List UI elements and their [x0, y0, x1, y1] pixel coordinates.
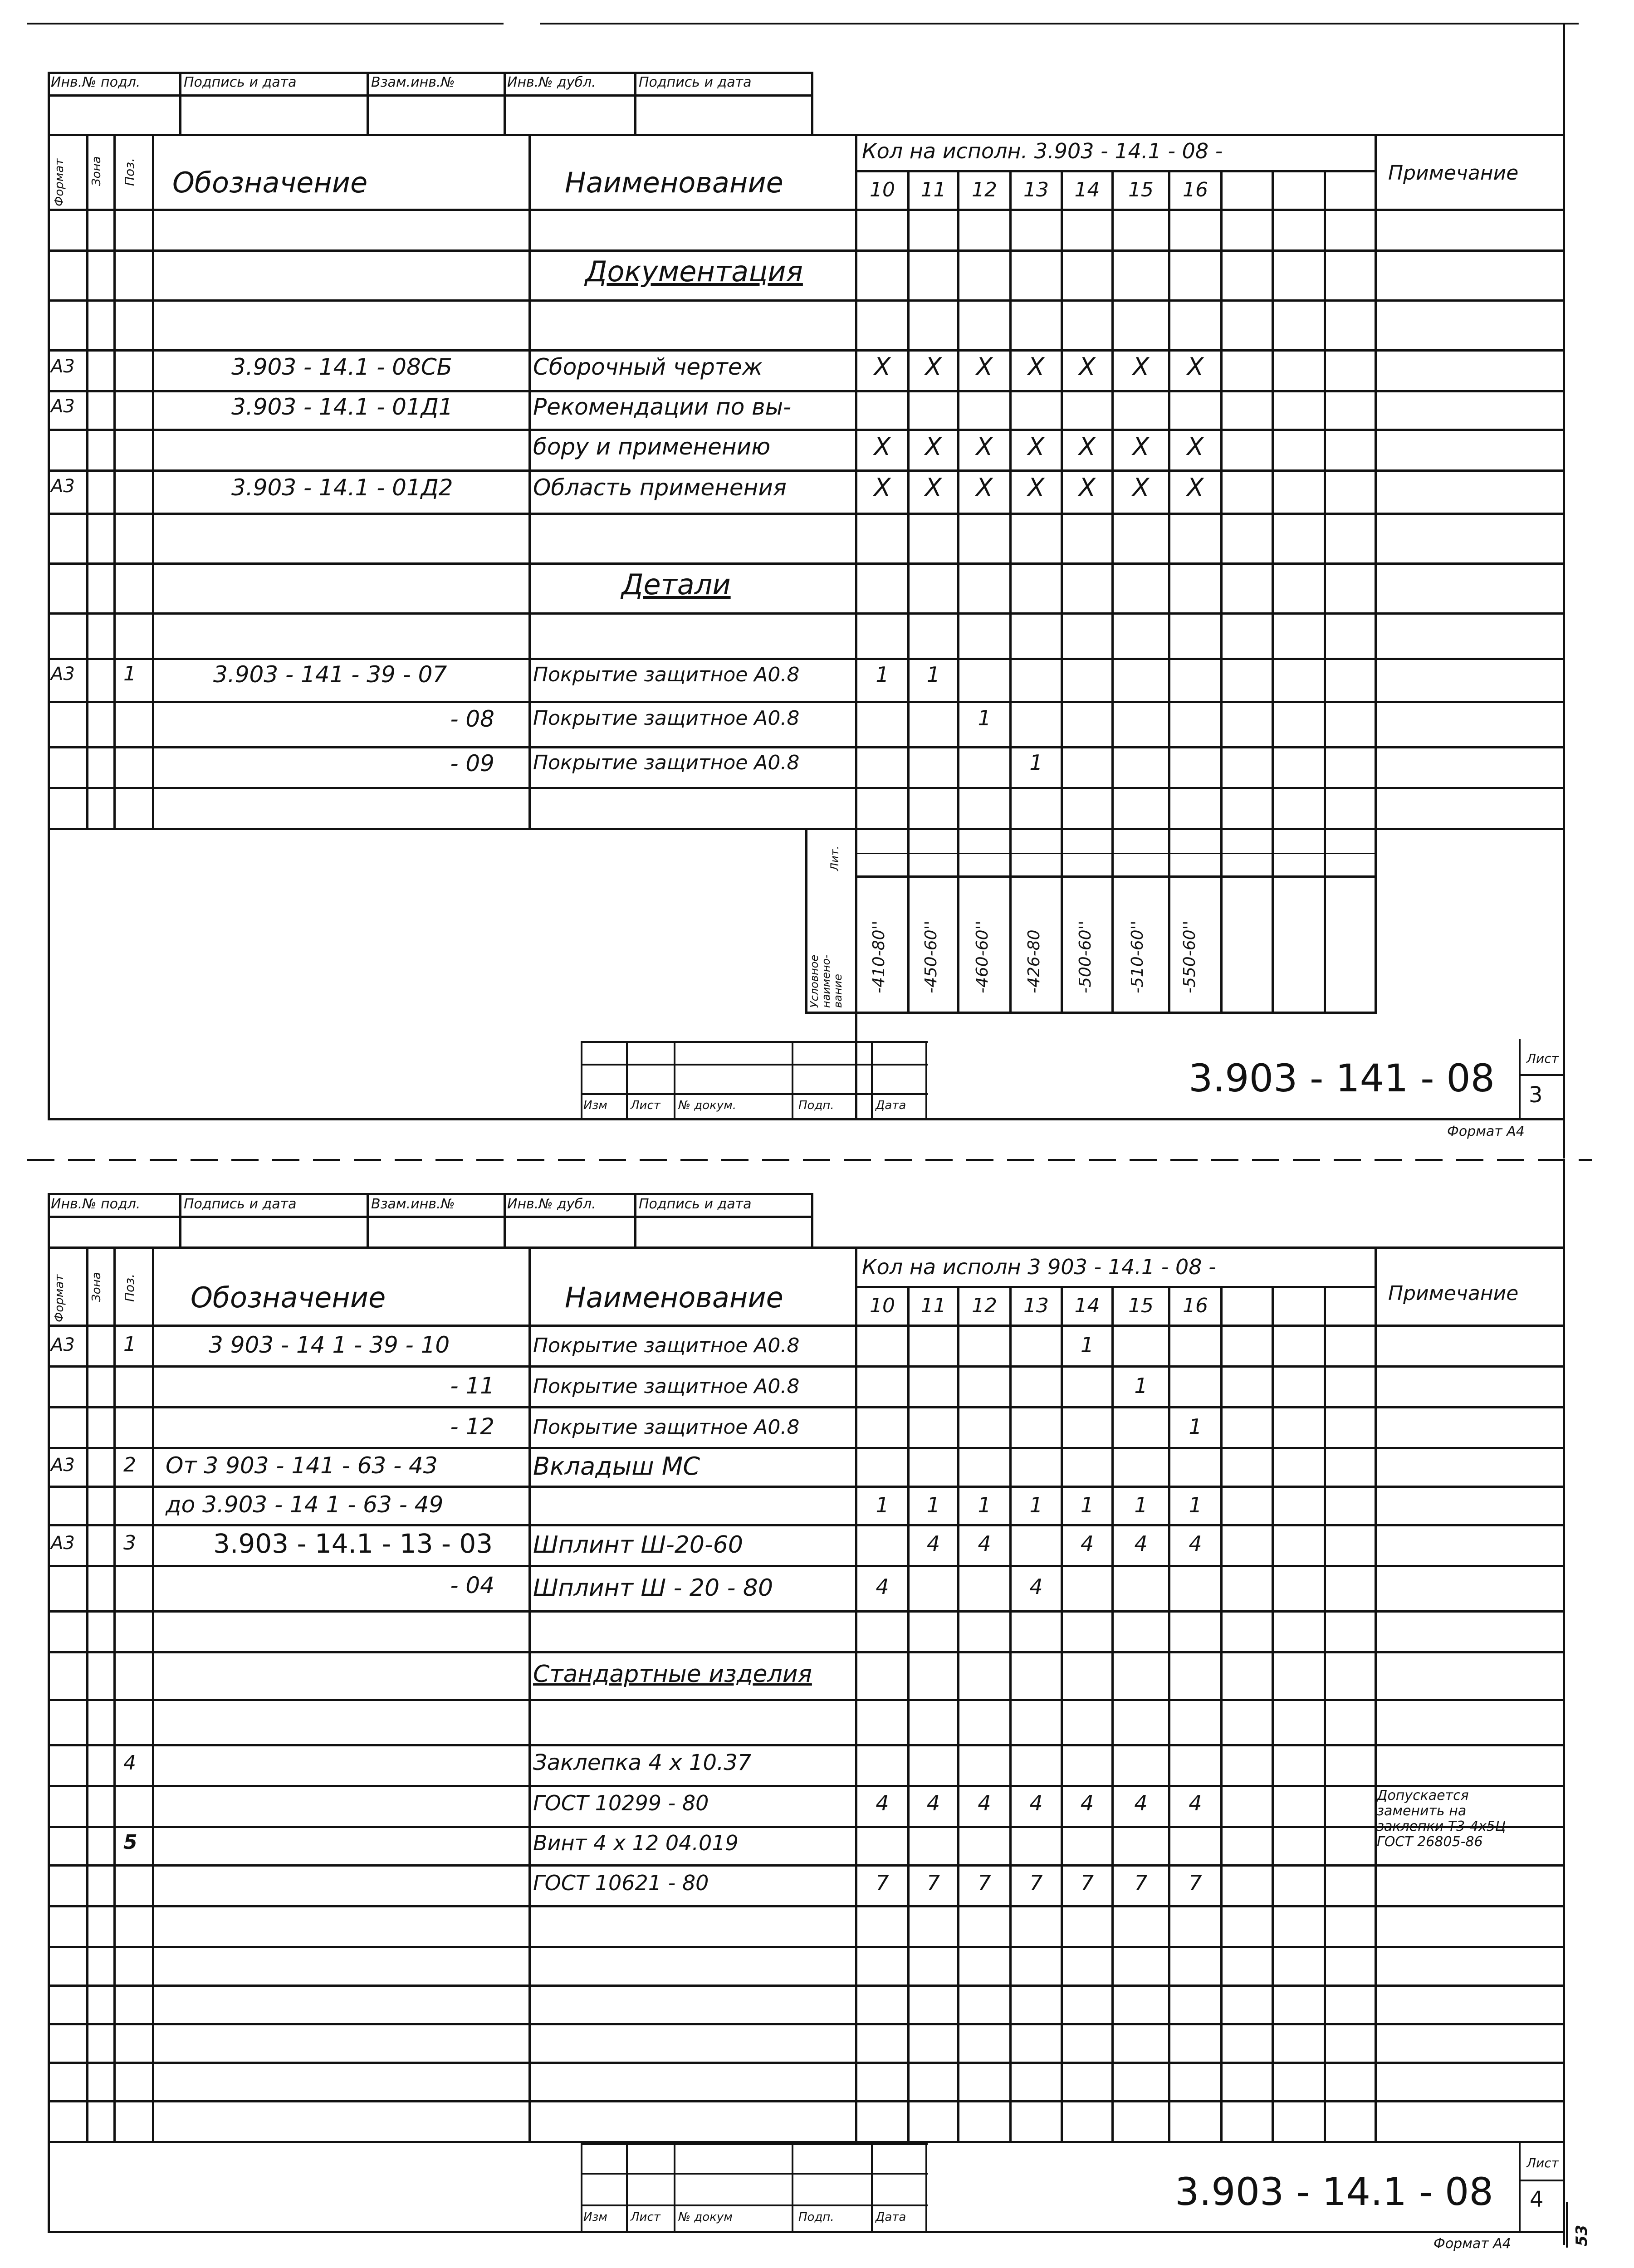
- qty-cell: 4: [876, 1574, 889, 1599]
- row-line: [48, 2023, 1565, 2025]
- row-designation: - 04: [450, 1572, 494, 1598]
- row-format: А3: [51, 1455, 75, 1476]
- col-line-v2: [957, 170, 959, 1012]
- row-line: [48, 249, 1565, 252]
- variant-11: 11: [920, 1294, 946, 1317]
- row-line: [48, 2062, 1565, 2064]
- stamp-label: Дата: [876, 2210, 906, 2224]
- row-name: Покрытие защитное А0.8: [533, 1375, 800, 1398]
- stamp-label: Подп.: [798, 1099, 834, 1112]
- row-designation: 3.903 - 14.1 - 13 - 03: [213, 1528, 493, 1559]
- stamp-div: [871, 1041, 873, 1118]
- row-designation: От 3 903 - 141 - 63 - 43: [166, 1452, 438, 1479]
- qty-cell: X: [1079, 473, 1096, 502]
- row-line: [48, 429, 1565, 431]
- stamp-div: [674, 1041, 675, 1118]
- document-number: 3.903 - 141 - 08: [1189, 1056, 1495, 1100]
- qty-cell: 4: [1189, 1531, 1202, 1556]
- stamp-div: [925, 2143, 927, 2232]
- row-line: [48, 612, 1565, 615]
- qty-cell: X: [1132, 352, 1150, 381]
- variant-13: 13: [1023, 1294, 1049, 1317]
- col-line-v8: [1272, 1286, 1274, 2142]
- col-note-label: Примечание: [1388, 161, 1519, 185]
- row-line: [48, 1565, 1565, 1567]
- inv-strip-top: [48, 1193, 813, 1195]
- sheet-box-mid: [1519, 1074, 1564, 1076]
- stamp-label: № докум.: [678, 1099, 737, 1112]
- inv-div-2: [367, 1193, 369, 1247]
- qty-cell: 7: [926, 1871, 940, 1895]
- qty-title: Кол на исполн 3 903 - 14.1 - 08 -: [862, 1255, 1216, 1279]
- inv-label-1: Инв.№ подл.: [51, 1196, 141, 1212]
- note-line: Допускается: [1377, 1788, 1469, 1804]
- lit-row-line: [855, 875, 1377, 878]
- qty-cell: 7: [1080, 1871, 1094, 1895]
- inv-label-3: Взам.инв.№: [371, 1196, 455, 1212]
- qty-cell: 4: [978, 1531, 991, 1556]
- stamp-div: [626, 1041, 628, 1118]
- qty-cell: 4: [1029, 1574, 1043, 1599]
- row-designation: - 08: [450, 706, 494, 732]
- col-name-label: Наименование: [565, 166, 783, 199]
- cond-value: -500-60'': [1076, 920, 1095, 993]
- row-format: А3: [51, 1334, 75, 1355]
- qty-cell: 1: [1080, 1493, 1094, 1517]
- col-line-v1: [907, 170, 910, 1012]
- col-note-label: Примечание: [1388, 1282, 1519, 1305]
- row-name: ГОСТ 10621 - 80: [533, 1871, 709, 1895]
- qty-cell: 4: [876, 1791, 889, 1815]
- row-name: Вкладыш МС: [533, 1452, 700, 1481]
- qty-cell: 4: [1134, 1791, 1148, 1815]
- col-line-v5: [1111, 170, 1114, 1012]
- sheet-label: Лист: [1526, 1051, 1559, 1066]
- stamp-div: [792, 2143, 793, 2232]
- col-line-note: [1375, 1246, 1377, 2142]
- row-line: [48, 562, 1565, 565]
- variant-14: 14: [1074, 1294, 1100, 1317]
- inv-label-4: Инв.№ дубл.: [507, 74, 596, 90]
- col-line-v6: [1168, 170, 1170, 1012]
- sheet-separator: [27, 1159, 1592, 1161]
- row-line: [48, 787, 1565, 789]
- lit-row-line: [855, 853, 1377, 854]
- col-name-label: Наименование: [565, 1281, 783, 1314]
- row-format: А3: [51, 356, 75, 377]
- row-name: Сборочный чертеж: [533, 354, 763, 380]
- margin-box-line: [1566, 2202, 1568, 2248]
- row-designation: 3 903 - 14 1 - 39 - 10: [209, 1332, 450, 1358]
- stamp-div: [925, 1041, 927, 1118]
- qty-cell: 7: [978, 1871, 991, 1895]
- row-name: Заклепка 4 х 10.37: [533, 1750, 752, 1775]
- col-pos-label: Поз.: [122, 158, 137, 186]
- sheet-number: 3: [1529, 1082, 1543, 1108]
- stamp-div: [581, 1041, 582, 1118]
- lit-label: Лит.: [828, 846, 841, 871]
- table-top-line: [48, 134, 1565, 136]
- inv-div-2: [367, 72, 369, 135]
- row-position: 3: [123, 1531, 136, 1554]
- col-line-name: [855, 134, 857, 1118]
- row-name: Покрытие защитное А0.8: [533, 707, 800, 730]
- col-line-v9: [1324, 1286, 1326, 2142]
- row-position: 1: [123, 1333, 136, 1356]
- qty-cell: X: [1027, 473, 1045, 502]
- stamp-label: Изм: [583, 1099, 607, 1112]
- stamp-mid: [581, 2173, 928, 2175]
- qty-cell: 4: [1029, 1791, 1043, 1815]
- row-position: 1: [123, 662, 136, 685]
- cond-name-label: Условное наимено-вание: [808, 954, 844, 1008]
- sheet-label: Лист: [1526, 2156, 1559, 2170]
- col-line-v1: [907, 1286, 910, 2142]
- row-format: А3: [51, 1533, 75, 1554]
- row-format: А3: [51, 396, 75, 417]
- inv-strip-mid: [48, 94, 813, 97]
- qty-cell: 1: [926, 662, 940, 687]
- qty-subheader-line: [855, 1286, 1377, 1288]
- inv-label-3: Взам.инв.№: [371, 74, 455, 90]
- inv-strip-end: [811, 1193, 813, 1247]
- inv-div-3: [504, 1193, 506, 1247]
- row-designation: 3.903 - 14.1 - 01Д1: [231, 394, 453, 420]
- qty-cell: 7: [1189, 1871, 1202, 1895]
- qty-cell: X: [1132, 473, 1150, 502]
- qty-cell: 1: [926, 1493, 940, 1517]
- row-designation: 3.903 - 141 - 39 - 07: [213, 661, 447, 688]
- qty-cell: 4: [926, 1791, 940, 1815]
- row-designation: 3.903 - 14.1 - 01Д2: [231, 474, 453, 501]
- qty-cell: 1: [1029, 750, 1043, 775]
- col-line-zone: [113, 134, 116, 830]
- row-line: [48, 1406, 1565, 1408]
- qty-cell: X: [1132, 432, 1150, 461]
- cond-value: -460-60'': [973, 920, 992, 993]
- qty-cell: X: [1027, 432, 1045, 461]
- sheet-number: 4: [1530, 2187, 1544, 2212]
- col-line-v3: [1009, 170, 1012, 1012]
- row-line: [48, 469, 1565, 472]
- variant-12: 12: [972, 178, 997, 201]
- col-line-v2: [957, 1286, 959, 2142]
- stamp-label: Подп.: [798, 2210, 834, 2224]
- row-line: [48, 1524, 1565, 1526]
- row-line: [48, 1946, 1565, 1948]
- stamp-mid: [581, 2204, 928, 2206]
- variant-10: 10: [870, 178, 895, 201]
- qty-cell: 1: [1189, 1414, 1202, 1439]
- col-line-v9: [1324, 170, 1326, 1012]
- stamp-div: [871, 2143, 873, 2232]
- stamp-div: [581, 2143, 582, 2232]
- row-line: [48, 390, 1565, 392]
- row-position: 5: [123, 1831, 137, 1854]
- col-format-label: Формат: [53, 158, 66, 206]
- col-line-v5: [1111, 1286, 1114, 2142]
- col-zone-label: Зона: [90, 1272, 103, 1302]
- top-edge-line-left: [27, 23, 504, 24]
- margin-page-number: 53: [1573, 2224, 1591, 2246]
- col-line-note: [1375, 134, 1377, 1012]
- qty-cell: 7: [1134, 1871, 1148, 1895]
- row-name: Покрытие защитное А0.8: [533, 663, 800, 686]
- qty-cell: X: [976, 473, 993, 502]
- col-line-format: [86, 134, 88, 830]
- row-format: А3: [51, 664, 75, 684]
- col-zone-label: Зона: [90, 156, 103, 186]
- inv-label-5: Подпись и дата: [639, 74, 752, 90]
- qty-cell: 4: [926, 1531, 940, 1556]
- row-line: [48, 1486, 1565, 1488]
- inv-div-4: [634, 1193, 636, 1247]
- col-line-v4: [1061, 1286, 1063, 2142]
- stamp-label: Дата: [876, 1099, 906, 1112]
- col-line-v3: [1009, 1286, 1012, 2142]
- qty-cell: X: [874, 432, 891, 461]
- row-line: [48, 658, 1565, 660]
- qty-cell: X: [1187, 432, 1204, 461]
- stamp-div: [674, 2143, 675, 2232]
- section-details: Детали: [621, 568, 731, 601]
- sheet-box-left: [1519, 1039, 1521, 1118]
- row-name: Винт 4 х 12 04.019: [533, 1831, 739, 1855]
- col-line-v7: [1220, 170, 1223, 1012]
- sheet-box-left: [1519, 2141, 1521, 2232]
- note-line: заклепки Т3-4х5Ц: [1377, 1818, 1506, 1834]
- qty-cell: 4: [1189, 1791, 1202, 1815]
- row-name: Покрытие защитное А0.8: [533, 1416, 800, 1439]
- qty-cell: 1: [1134, 1374, 1148, 1398]
- header-bottom-line: [48, 1325, 1565, 1327]
- stamp-label: № докум: [678, 2210, 733, 2224]
- qty-cell: 4: [1134, 1531, 1148, 1556]
- stamp-label: Изм: [583, 2210, 607, 2224]
- col-pos-label: Поз.: [122, 1274, 137, 1302]
- row-designation: до 3.903 - 14 1 - 63 - 49: [166, 1491, 444, 1518]
- stamp-div: [792, 1041, 793, 1118]
- cond-value: -426-80: [1025, 929, 1043, 993]
- row-line: [48, 513, 1565, 515]
- qty-cell: 1: [978, 706, 991, 730]
- stamp-top: [581, 1041, 928, 1043]
- stamp-label: Лист: [631, 2210, 660, 2224]
- row-line: [48, 1651, 1565, 1653]
- col-line-v6: [1168, 1286, 1170, 2142]
- qty-cell: 1: [1029, 1493, 1043, 1517]
- variant-14: 14: [1074, 178, 1100, 201]
- format-label: Формат А4: [1447, 1124, 1525, 1139]
- section-standard-items: Стандартные изделия: [533, 1661, 812, 1688]
- row-name: Область применения: [533, 474, 787, 501]
- row-line: [48, 1610, 1565, 1613]
- row-designation: - 11: [450, 1373, 494, 1399]
- qty-cell: 7: [1029, 1871, 1043, 1895]
- cond-label-bottom: [805, 1012, 855, 1014]
- qty-cell: X: [874, 473, 891, 502]
- row-line: [48, 746, 1565, 748]
- cond-value: -550-60'': [1180, 920, 1199, 993]
- qty-cell: 1: [1189, 1493, 1202, 1517]
- note-line: заменить на: [1377, 1803, 1467, 1819]
- stamp-mid: [581, 1064, 928, 1066]
- col-designation-label: Обозначение: [172, 166, 368, 199]
- variant-15: 15: [1128, 1294, 1154, 1317]
- inv-strip-top: [48, 72, 813, 74]
- qty-cell: X: [1187, 352, 1204, 381]
- col-line-name: [855, 1246, 857, 2142]
- row-designation: - 12: [450, 1413, 494, 1440]
- row-line: [48, 1365, 1565, 1368]
- header-bottom-line: [48, 209, 1565, 211]
- table-left-line: [48, 72, 50, 1119]
- row-line: [48, 1744, 1565, 1746]
- col-line-v4: [1061, 170, 1063, 1012]
- document-number: 3.903 - 14.1 - 08: [1175, 2170, 1493, 2214]
- cond-value: -410-80'': [870, 920, 888, 993]
- col-line-pos: [152, 1246, 154, 2142]
- table-top-line: [48, 1246, 1565, 1249]
- qty-cell: 4: [1080, 1791, 1094, 1815]
- qty-cell: X: [1187, 473, 1204, 502]
- row-line: [48, 1699, 1565, 1701]
- qty-cell: X: [976, 432, 993, 461]
- table-left-line: [48, 1193, 50, 2232]
- row-name: бору и применению: [533, 434, 771, 460]
- variant-13: 13: [1023, 178, 1049, 201]
- inv-label-1: Инв.№ подл.: [51, 74, 141, 90]
- note-line: ГОСТ 26805-86: [1377, 1834, 1483, 1850]
- variant-10: 10: [870, 1294, 895, 1317]
- sheet-box-mid: [1519, 2180, 1564, 2181]
- row-designation: 3.903 - 14.1 - 08СБ: [231, 354, 452, 380]
- cond-label-left: [805, 828, 807, 1012]
- inv-strip-mid: [48, 1216, 813, 1218]
- section-documentation: Документация: [585, 255, 803, 288]
- qty-cell: X: [925, 473, 942, 502]
- qty-cell: X: [874, 352, 891, 381]
- qty-cell: 4: [978, 1791, 991, 1815]
- row-line: [48, 1864, 1565, 1867]
- col-line-v7: [1220, 1286, 1223, 2142]
- row-name: Покрытие защитное А0.8: [533, 751, 800, 774]
- variant-11: 11: [920, 178, 946, 201]
- variant-16: 16: [1183, 178, 1208, 201]
- qty-cell: X: [1079, 432, 1096, 461]
- row-line: [48, 1785, 1565, 1787]
- stamp-div: [626, 2143, 628, 2232]
- inv-strip-end: [811, 72, 813, 135]
- stamp-mid: [581, 1093, 928, 1095]
- row-line: [48, 1447, 1565, 1449]
- qty-cell: 7: [876, 1871, 889, 1895]
- table-right-line: [1563, 1161, 1565, 2245]
- col-line-zone: [113, 1246, 116, 2142]
- col-format-label: Формат: [53, 1274, 66, 1322]
- qty-title: Кол на исполн. 3.903 - 14.1 - 08 -: [862, 139, 1223, 163]
- table-bottom-line: [48, 1118, 1565, 1120]
- variant-12: 12: [972, 1294, 997, 1317]
- qty-cell: X: [976, 352, 993, 381]
- row-line: [48, 1905, 1565, 1907]
- row-name: Шплинт Ш-20-60: [533, 1531, 743, 1559]
- col-line-format: [86, 1246, 88, 2142]
- qty-cell: X: [925, 432, 942, 461]
- row-designation: - 09: [450, 750, 494, 777]
- row-line: [48, 701, 1565, 703]
- variant-15: 15: [1128, 178, 1154, 201]
- col-line-designation: [528, 1246, 531, 2142]
- qty-cell: 1: [1134, 1493, 1148, 1517]
- row-line: [48, 1826, 1565, 1828]
- top-edge-line-right: [540, 23, 1579, 24]
- col-line-designation: [528, 134, 531, 830]
- cond-value: -510-60'': [1128, 920, 1147, 993]
- stamp-label: Лист: [631, 1099, 660, 1112]
- qty-cell: 4: [1080, 1531, 1094, 1556]
- cond-value: -450-60'': [922, 920, 940, 993]
- inv-label-5: Подпись и дата: [639, 1196, 752, 1212]
- qty-cell: 1: [876, 662, 889, 687]
- row-name: ГОСТ 10299 - 80: [533, 1791, 709, 1815]
- col-line-v8: [1272, 170, 1274, 1012]
- inv-label-4: Инв.№ дубл.: [507, 1196, 596, 1212]
- inv-label-2: Подпись и дата: [184, 74, 297, 90]
- col-designation-label: Обозначение: [191, 1281, 386, 1314]
- inv-div-3: [504, 72, 506, 135]
- variant-16: 16: [1183, 1294, 1208, 1317]
- inv-div-1: [179, 72, 181, 135]
- row-line: [48, 299, 1565, 302]
- qty-cell: 1: [876, 1493, 889, 1517]
- row-line: [48, 1984, 1565, 1987]
- row-position: 4: [123, 1751, 136, 1774]
- inv-div-4: [634, 72, 636, 135]
- inv-div-1: [179, 1193, 181, 1247]
- qty-cell: 1: [978, 1493, 991, 1517]
- row-name: Шплинт Ш - 20 - 80: [533, 1574, 773, 1602]
- row-format: А3: [51, 476, 75, 497]
- row-line: [48, 349, 1565, 352]
- qty-subheader-line: [855, 170, 1377, 172]
- format-label: Формат А4: [1433, 2236, 1511, 2252]
- stamp-top: [581, 2143, 928, 2145]
- row-line: [48, 2100, 1565, 2102]
- qty-cell: X: [1027, 352, 1045, 381]
- qty-cell: X: [925, 352, 942, 381]
- row-name: Рекомендации по вы-: [533, 394, 792, 420]
- row-name: Покрытие защитное А0.8: [533, 1334, 800, 1357]
- inv-label-2: Подпись и дата: [184, 1196, 297, 1212]
- table-right-line: [1563, 24, 1565, 1158]
- table-bottom-line: [48, 2231, 1565, 2233]
- row-position: 2: [123, 1453, 136, 1476]
- qty-cell: 1: [1080, 1333, 1094, 1357]
- col-line-pos: [152, 134, 154, 830]
- qty-cell: X: [1079, 352, 1096, 381]
- cond-row-bottom: [855, 1012, 1377, 1014]
